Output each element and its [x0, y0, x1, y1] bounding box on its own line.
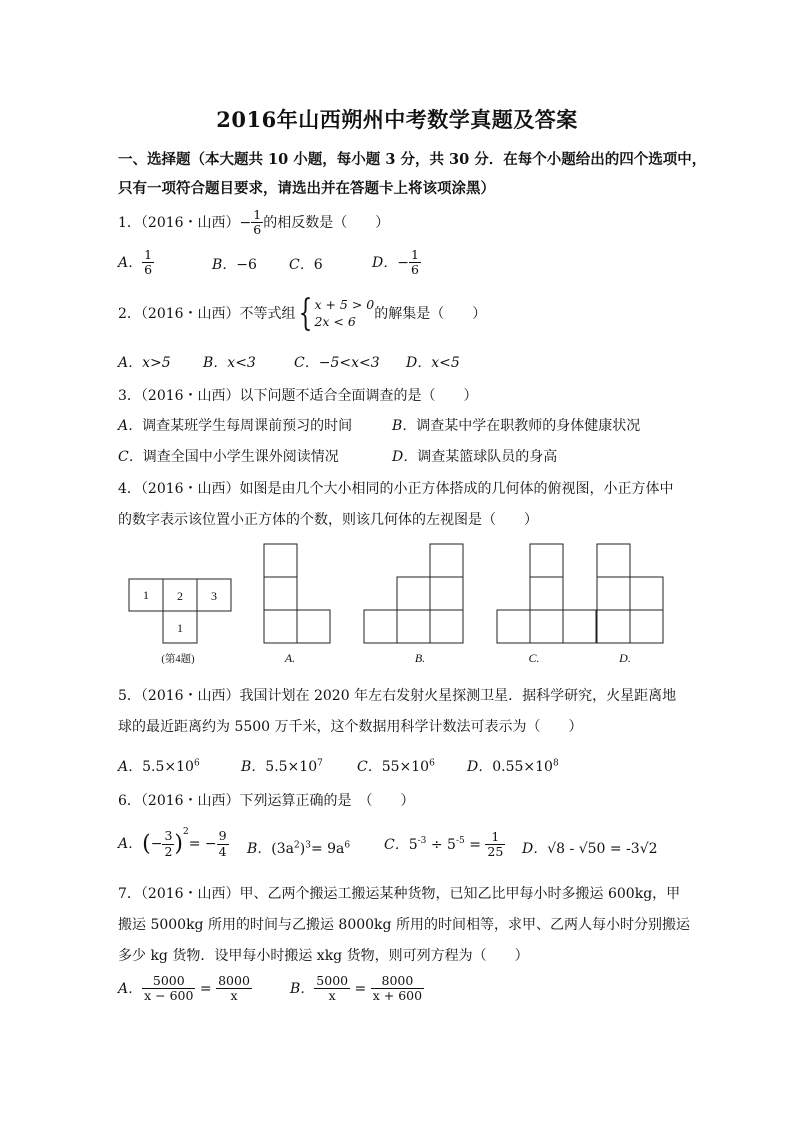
option-base: 55×10	[381, 759, 430, 775]
q4-option-a-figure[interactable]	[264, 544, 330, 643]
q4-option-c-figure[interactable]	[497, 544, 596, 643]
q7-b-right	[371, 974, 424, 1004]
q7-a-left	[142, 974, 195, 1004]
q1-sign: −	[239, 214, 252, 231]
q6-c-frac	[485, 830, 505, 860]
q4-cell-4: 1	[177, 621, 183, 635]
q6-a-inner-frac	[162, 829, 174, 859]
q4-label-b: B.	[414, 651, 426, 665]
q4-figure-caption: (第4题)	[161, 654, 195, 665]
option-label: B．	[212, 257, 237, 273]
frac-num: 1	[410, 247, 419, 262]
q6-b-exp2: 3	[305, 840, 311, 851]
option-text: √8 - √50 = -3√2	[547, 841, 658, 857]
option-text: x>5	[142, 355, 171, 371]
question-3: 3．（2016・山西）以下问题不适合全面调查的是（ ）	[118, 388, 478, 404]
question-5-line-1: 5．（2016・山西）我国计划在 2020 年左右发射火星探测卫星．据科学研究，火星距离地	[118, 688, 677, 704]
q4-label-a: A.	[284, 651, 296, 665]
frac-den: x − 600	[144, 988, 194, 1004]
equals-sign: =	[350, 980, 371, 997]
q5-option-a[interactable]	[118, 756, 200, 776]
q4-cell-3: 3	[211, 589, 217, 603]
q7-a-right	[216, 974, 252, 1004]
frac-den: 2	[164, 843, 173, 859]
option-label: C．	[118, 449, 143, 465]
q1-num: 1	[253, 207, 262, 222]
q6-b-eq: = 9a	[310, 841, 345, 857]
q1-prefix: 1．（2016・山西）	[118, 214, 240, 231]
paren-glyph: (	[142, 831, 151, 857]
q2-suffix: 的解集是（ ）	[374, 306, 487, 322]
q2-inequality-1: x + 5 > 0	[314, 297, 375, 313]
option-text: x<3	[227, 355, 256, 371]
frac-den: 6	[144, 262, 153, 278]
q4-option-d-figure[interactable]	[597, 544, 663, 643]
q7-option-b[interactable]	[290, 974, 424, 1004]
option-label: C．	[289, 257, 314, 273]
question-7-line-3: 多少 kg 货物．设甲每小时搬运 xkg 货物，则可列方程为（ ）	[118, 948, 529, 964]
q6-c-base: 5	[408, 836, 418, 853]
option-label: B．	[247, 841, 272, 857]
q7-b-left	[314, 974, 350, 1004]
option-label: A．	[118, 355, 143, 371]
question-4-line-1: 4．（2016・山西）如图是由几个大小相同的小正方体搭成的几何体的俯视图，小正方体中	[118, 481, 674, 497]
option-text: −5<x<3	[318, 355, 380, 371]
q5-option-c[interactable]	[357, 756, 435, 776]
q6-option-b[interactable]	[247, 838, 350, 858]
frac-num: 3	[164, 828, 173, 844]
option-text: x<5	[431, 355, 460, 371]
frac-den: 25	[487, 844, 504, 860]
q6-a-inner-sign: −	[150, 836, 163, 852]
option-text: −6	[236, 257, 257, 273]
q4-cell-2: 2	[177, 589, 183, 603]
option-base: 0.55×10	[492, 759, 553, 775]
q6-b-base: (3a	[271, 841, 295, 857]
option-label: A．	[118, 759, 143, 775]
paren-glyph: )	[174, 831, 183, 857]
page-title: 2016年山西朔州中考数学真题及答案	[216, 107, 578, 132]
q4-option-b-figure[interactable]	[364, 544, 463, 643]
option-text: 调查某班学生每周课前预习的时间	[142, 418, 353, 434]
question-7-line-1: 7．（2016・山西）甲、乙两个搬运工搬运某种货物，已知乙比甲每小时多搬运 600kg，甲	[118, 886, 681, 902]
option-sign: −	[397, 254, 409, 271]
q6-option-a[interactable]	[118, 827, 229, 859]
equals-sign: =	[195, 980, 217, 997]
option-label: A．	[118, 980, 143, 997]
option-label: C．	[294, 355, 319, 371]
option-label: A．	[118, 836, 143, 852]
option-label: A．	[118, 254, 143, 271]
frac-den: 6	[410, 262, 419, 278]
q6-a-eq: = −	[188, 836, 217, 852]
option-exponent: 8	[552, 758, 559, 769]
q6-c-exp2: -5	[455, 836, 465, 847]
frac-num: 5000	[316, 973, 349, 988]
frac-den: x	[328, 988, 336, 1004]
frac-num: 8000	[371, 974, 424, 989]
option-label: C．	[384, 836, 409, 853]
option-label: B．	[290, 980, 315, 997]
question-5-line-2: 球的最近距离约为 5500 万千米，这个数据用科学计数法可表示为（ ）	[118, 719, 583, 735]
question-7-line-2: 搬运 5000kg 所用的时间与乙搬运 8000kg 所用的时间相等，求甲、乙两人每小时分别搬运	[118, 917, 690, 933]
option-label: A．	[118, 418, 143, 434]
frac-den: x + 600	[372, 988, 423, 1004]
q6-c-exp1: -3	[417, 836, 427, 847]
q6-b-mid: )	[299, 841, 306, 857]
question-6: 6．（2016・山西）下列运算正确的是 （ ）	[118, 793, 415, 809]
q6-c-eq: =	[464, 836, 486, 853]
option-text: 调查某中学在职教师的身体健康状况	[416, 418, 641, 434]
option-exponent: 7	[317, 758, 323, 769]
option-text: 6	[313, 257, 323, 273]
frac-den: 4	[218, 843, 227, 859]
q5-option-b[interactable]	[241, 756, 323, 776]
option-label: B．	[203, 355, 228, 371]
q1-suffix: 的相反数是（ ）	[263, 214, 390, 231]
frac-num: 1	[144, 247, 153, 262]
q6-b-exp3: 6	[344, 840, 351, 851]
option-label: C．	[357, 759, 382, 775]
q7-option-a[interactable]	[118, 974, 252, 1004]
q2-prefix: 2．（2016・山西）不等式组	[118, 306, 296, 322]
option-base: 5.5×10	[265, 759, 318, 775]
question-4-line-2: 的数字表示该位置小正方体的个数，则该几何体的左视图是（ ）	[118, 512, 538, 528]
option-label: D．	[392, 449, 418, 465]
option-label: B．	[241, 759, 266, 775]
option-label: D．	[406, 355, 432, 371]
q4-label-d: D.	[619, 651, 631, 665]
option-text: 调查全国中小学生课外阅读情况	[142, 449, 339, 465]
q6-a-result	[217, 829, 229, 859]
option-label: B．	[392, 418, 417, 434]
section-heading-line-1: 一、选择题（本大题共 10 小题，每小题 3 分，共 30 分．在每个小题给出的四个选项中，	[118, 151, 707, 168]
frac-num: 9	[218, 828, 227, 844]
q4-label-c: C.	[528, 651, 540, 665]
q2-inequality-2: 2x < 6	[314, 314, 356, 329]
q5-option-d[interactable]	[467, 756, 559, 776]
q6-option-c[interactable]	[384, 830, 505, 860]
brace-glyph: {	[298, 293, 312, 334]
frac-den: x	[230, 988, 238, 1004]
q6-a-exp: 2	[183, 827, 189, 837]
option-label: D．	[522, 841, 548, 857]
q6-option-d[interactable]	[522, 838, 658, 858]
frac-num: 1	[485, 830, 505, 845]
q6-c-op: ÷ 5	[426, 836, 456, 853]
option-exponent: 6	[193, 758, 200, 769]
q4-cell-1: 1	[143, 588, 149, 602]
option-label: D．	[467, 759, 493, 775]
option-exponent: 6	[429, 758, 435, 769]
q1-den: 6	[253, 222, 262, 238]
section-heading-line-2: 只有一项符合题目要求，请选出并在答题卡上将该项涂黑）	[118, 180, 495, 197]
q6-b-exp1: 2	[294, 840, 300, 851]
option-text: 调查某篮球队员的身高	[417, 449, 558, 465]
option-label: D．	[372, 254, 398, 271]
frac-num: 8000	[218, 973, 250, 988]
option-base: 5.5×10	[142, 759, 194, 775]
frac-num: 5000	[142, 974, 195, 989]
